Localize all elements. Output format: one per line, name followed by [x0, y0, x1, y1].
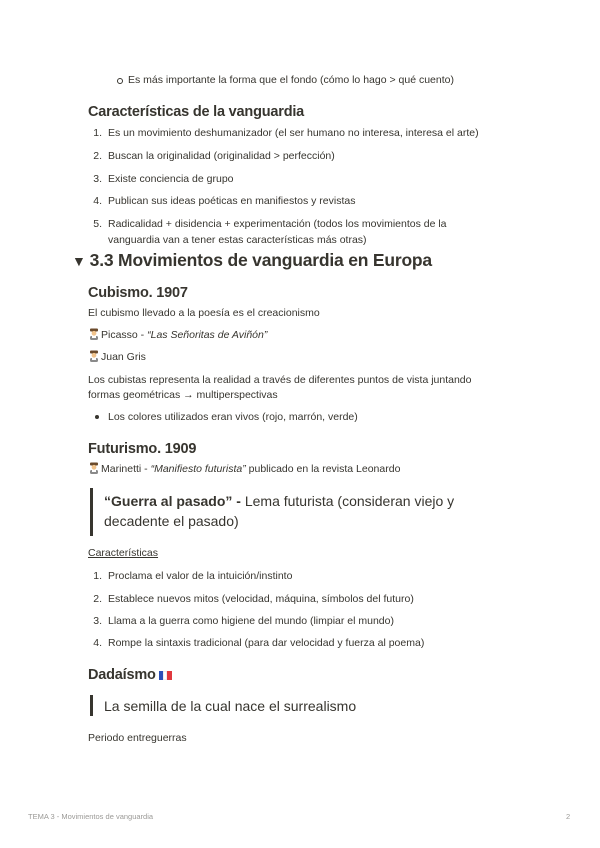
hollow-bullet	[117, 78, 123, 84]
list-number: 3.	[93, 615, 102, 627]
section-heading[interactable]	[72, 249, 432, 272]
list-item: Radicalidad + disidencia + experimentación (todos los movimientos de la	[108, 218, 447, 230]
list-number: 2.	[93, 150, 102, 162]
cubismo-para-line1: Los cubistas representa la realidad a través de diferentes puntos de vista juntando	[88, 374, 472, 386]
quote-rest: Lema futurista (consideran viejo y	[244, 493, 455, 509]
cubismo-bullet: Los colores utilizados eran vivos (rojo, marrón, verde)	[108, 411, 358, 423]
list-number: 1.	[93, 570, 102, 582]
marinetti-name: Marinetti -	[101, 463, 151, 475]
picasso-work: “Las Señoritas de Aviñón”	[147, 329, 268, 341]
quote-bold: “Guerra al pasado” -	[104, 493, 245, 509]
list-number: 2.	[93, 593, 102, 605]
futurismo-subheading: Características	[88, 547, 159, 559]
list-item: Existe conciencia de grupo	[108, 173, 234, 185]
quote-bar	[90, 488, 93, 536]
list-number: 1.	[93, 127, 102, 139]
dadaismo-period: Periodo entreguerras	[88, 732, 187, 744]
cubismo-para-line2: formas geométricas → multiperspectivas	[88, 389, 278, 401]
list-item: Publican sus ideas poéticas en manifiestos y revistas	[108, 195, 356, 207]
marinetti-work: “Manifiesto futurista”	[150, 463, 246, 475]
cubismo-intro: El cubismo llevado a la poesía es el creacionismo	[88, 307, 320, 319]
dadaismo-title: Dadaísmo	[88, 667, 156, 683]
cubismo-heading: Cubismo. 1907	[88, 285, 188, 301]
list-item: Establece nuevos mitos (velocidad, máquina, símbolos del futuro)	[108, 593, 414, 605]
marinetti-line	[88, 462, 400, 477]
footer-title: TEMA 3 - Movimientos de vanguardia	[28, 812, 154, 821]
footer-page-number: 2	[566, 812, 571, 821]
disc-bullet	[95, 415, 99, 419]
list-number: 5.	[93, 218, 102, 230]
list-item: Es un movimiento deshumanizador (el ser humano no interesa, interesa el arte)	[108, 127, 479, 139]
quote-line2: decadente el pasado)	[104, 513, 239, 529]
marinetti-rest: publicado en la revista Leonardo	[245, 463, 401, 475]
list-number: 4.	[93, 195, 102, 207]
futurismo-quote	[104, 491, 524, 531]
list-item: Proclama el valor de la intuición/instinto	[108, 570, 293, 582]
dadaismo-heading	[88, 666, 172, 684]
list-number: 3.	[93, 173, 102, 185]
vanguardia-list	[88, 126, 548, 251]
list-item: Rompe la sintaxis tradicional (para dar velocidad y fuerza al poema)	[108, 637, 425, 649]
toggle-triangle-icon[interactable]: ▼	[72, 253, 86, 269]
list-item-continuation: vanguardia van a tener estas características más otras)	[108, 234, 367, 246]
top-bullet-text: Es más importante la forma que el fondo (cómo lo hago > qué cuento)	[128, 74, 454, 86]
dadaismo-quote: La semilla de la cual nace el surrealismo	[104, 698, 357, 714]
futurismo-heading: Futurismo. 1909	[88, 441, 197, 457]
picasso-line	[88, 328, 267, 343]
section-title: 3.3 Movimientos de vanguardia en Europa	[89, 250, 432, 270]
france-flag-icon	[159, 671, 172, 680]
futurismo-list	[88, 569, 548, 659]
quote-bar	[90, 695, 93, 716]
artist-person-icon	[88, 462, 100, 474]
gris-line	[88, 350, 146, 365]
gris-name: Juan Gris	[101, 351, 146, 363]
picasso-name: Picasso -	[101, 329, 148, 341]
list-item: Buscan la originalidad (originalidad > perfección)	[108, 150, 335, 162]
vanguardia-heading: Características de la vanguardia	[88, 104, 305, 120]
list-item: Llama a la guerra como higiene del mundo (limpiar el mundo)	[108, 615, 394, 627]
artist-person-icon	[88, 328, 100, 340]
artist-person-icon	[88, 350, 100, 362]
list-number: 4.	[93, 637, 102, 649]
